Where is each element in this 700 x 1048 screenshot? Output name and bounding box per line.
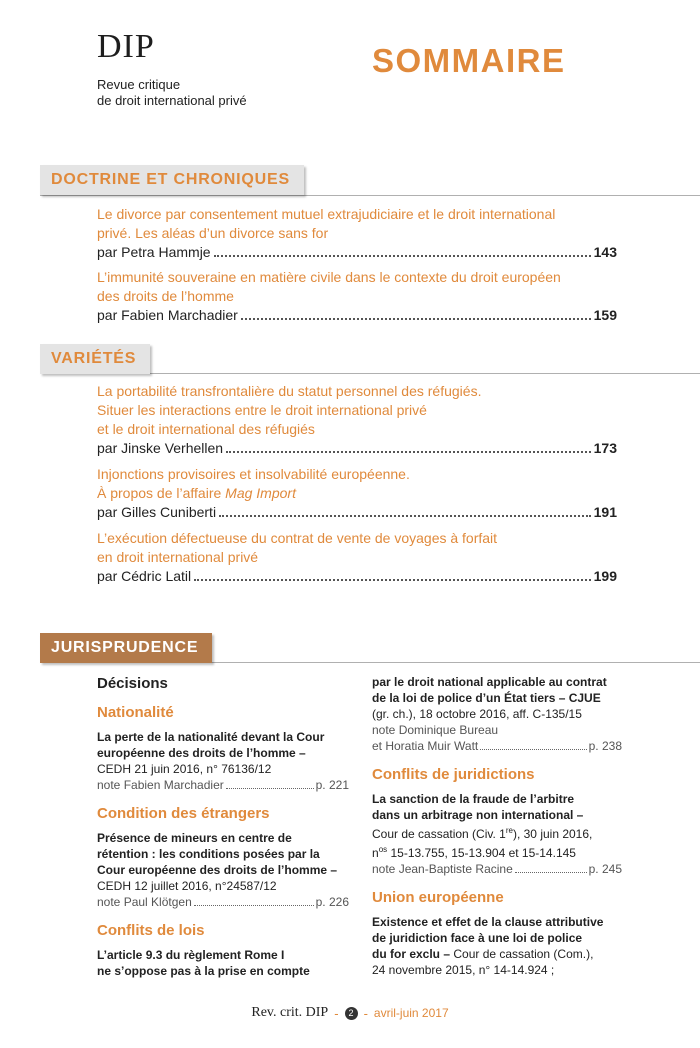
decisions-heading: Décisions xyxy=(97,675,168,692)
entry-author-line xyxy=(97,439,617,458)
entry-title: L’exécution défectueuse du contrat de vente de voyages à forfait xyxy=(97,530,498,546)
journal-subtitle-line-2: de droit international privé xyxy=(97,93,247,108)
section-heading-jurisprudence: JURISPRUDENCE xyxy=(40,633,212,663)
entry-title: et le droit international des réfugiés xyxy=(97,421,315,437)
decision-page: p. 226 xyxy=(315,895,349,909)
entry-title: L’immunité souveraine en matière civile dans le contexte du droit européen xyxy=(97,269,561,285)
decision-item[interactable]: La perte de la nationalité devant la Cour européenne des droits de l’homme – CEDH 21 juin 2016, n° 76136/12 note Fabien Marchadier p. 221 xyxy=(97,730,349,792)
entry-page: 159 xyxy=(593,307,617,323)
journal-logo: DIP xyxy=(97,28,155,65)
journal-subtitle-line-1: Revue critique xyxy=(97,77,181,92)
footer-journal: Rev. crit. DIP xyxy=(251,1005,329,1020)
decision-item[interactable]: La sanction de la fraude de l’arbitre dans un arbitrage non international – Cour de cassation (Civ. 1re), 30 juin 2016, $n^{os}$ 15-13.755, 15-13.904 et 15-14.145 note Jean-Baptiste Racine p. 245 xyxy=(372,792,622,876)
decision-item[interactable]: Existence et effet de la clause attributive de juridiction face à une loi de police du for exclu – Cour de cassation (Com.), 24 novembre 2015, n° 14-14.924 ; xyxy=(372,915,604,977)
toc-entry[interactable] xyxy=(97,382,617,458)
case-name: Mag Import xyxy=(225,485,296,501)
category-conflits-juridictions: Conflits de juridictions xyxy=(372,766,535,783)
toc-entry[interactable] xyxy=(97,465,617,522)
entry-page: 173 xyxy=(593,440,617,456)
entry-title: privé. Les aléas d’un divorce sans for xyxy=(97,225,329,241)
decision-page: p. 221 xyxy=(315,778,349,792)
entry-author: par Jinske Verhellen xyxy=(97,440,224,456)
decision-note: note Jean-Baptiste Racine p. 245 xyxy=(372,862,622,876)
leader-dots xyxy=(219,515,591,517)
leader-dots xyxy=(214,255,591,257)
jurisprudence-left-column xyxy=(97,675,349,979)
entry-page: 199 xyxy=(593,568,617,584)
entry-title: Injonctions provisoires et insolvabilité européenne. xyxy=(97,466,410,482)
decision-page: p. 245 xyxy=(588,862,622,876)
toc-entry[interactable] xyxy=(97,268,617,325)
entry-author: par Gilles Cuniberti xyxy=(97,504,217,520)
entry-title: Le divorce par consentement mutuel extrajudiciaire et le droit international xyxy=(97,206,556,222)
jurisprudence-right-column xyxy=(372,674,622,978)
category-nationalite: Nationalité xyxy=(97,704,174,721)
section-rule xyxy=(40,195,700,196)
entry-author-line xyxy=(97,243,617,262)
section-heading-varietes: VARIÉTÉS xyxy=(40,344,150,374)
entry-author: par Fabien Marchadier xyxy=(97,307,238,323)
entry-title: À propos de l’affaire Mag Import xyxy=(97,485,296,501)
decision-note: note Fabien Marchadier p. 221 xyxy=(97,778,349,792)
section-heading-doctrine: DOCTRINE ET CHRONIQUES xyxy=(40,165,304,195)
decision-note: note Paul Klötgen p. 226 xyxy=(97,895,349,909)
entry-title: Situer les interactions entre le droit international privé xyxy=(97,402,427,418)
category-etrangers: Condition des étrangers xyxy=(97,805,270,822)
category-conflits-lois: Conflits de lois xyxy=(97,922,205,939)
leader-dots xyxy=(226,451,591,453)
entry-page: 191 xyxy=(593,504,617,520)
entry-title: des droits de l’homme xyxy=(97,288,234,304)
decision-item[interactable]: L’article 9.3 du règlement Rome I ne s’oppose pas à la prise en compte xyxy=(97,948,310,978)
entry-author-line xyxy=(97,306,617,325)
entry-author: par Cédric Latil xyxy=(97,568,192,584)
decision-note: et Horatia Muir Watt p. 238 xyxy=(372,739,622,753)
entry-title: en droit international privé xyxy=(97,549,259,565)
page-footer: Rev. crit. DIP - 2 - avril-juin 2017 xyxy=(251,1005,449,1021)
toc-entry[interactable] xyxy=(97,529,617,586)
entry-page: 143 xyxy=(593,244,617,260)
entry-author: par Petra Hammje xyxy=(97,244,211,260)
toc-entry[interactable] xyxy=(97,205,617,262)
entry-author-line xyxy=(97,567,617,586)
decision-page: p. 238 xyxy=(588,739,622,753)
leader-dots xyxy=(241,318,591,320)
decision-item-continued[interactable]: par le droit national applicable au contrat de la loi de police d’un État tiers – CJUE (gr. ch.), 18 octobre 2016, aff. C-135/15 note Dominique Bureau et Horatia Muir Watt p. 238 xyxy=(372,675,622,753)
entry-title: La portabilité transfrontalière du statut personnel des réfugiés. xyxy=(97,383,482,399)
page-title: SOMMAIRE xyxy=(372,42,566,79)
issue-number-badge: 2 xyxy=(345,1007,358,1020)
leader-dots xyxy=(194,579,590,581)
footer-date: avril-juin 2017 xyxy=(373,1006,449,1020)
decision-item[interactable]: Présence de mineurs en centre de rétention : les conditions posées par la Cour européenne des droits de l’homme – CEDH 12 juillet 2016, n°24587/12 note Paul Klötgen p. 226 xyxy=(97,831,349,909)
category-union-europeenne: Union européenne xyxy=(372,889,504,906)
entry-author-line xyxy=(97,503,617,522)
